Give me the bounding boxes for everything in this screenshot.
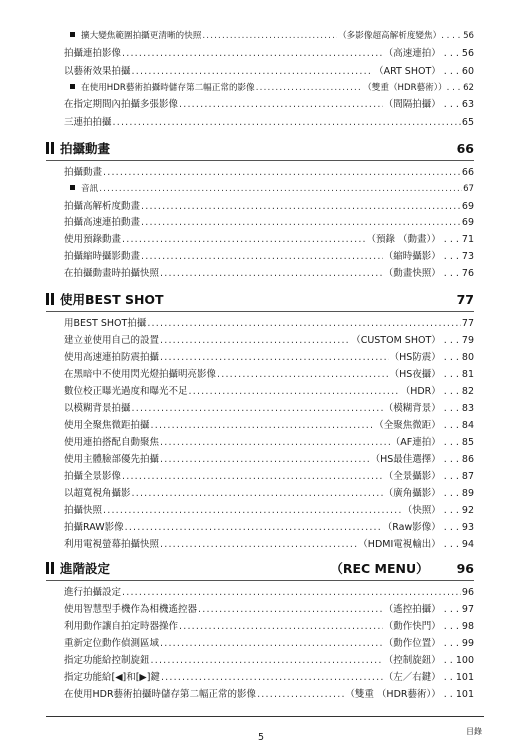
toc-entry-ref: （高速連拍） — [383, 48, 441, 59]
toc-entry-title: 指定功能給控制旋鈕 — [64, 655, 150, 666]
toc-entry-title: 使用預錄動畫 — [64, 234, 122, 245]
toc-entry-title: 以藝術效果拍攝 — [64, 66, 131, 77]
toc-entry[interactable] — [64, 165, 474, 181]
toc-entry-page: 87 — [461, 471, 474, 482]
toc-entry-title: 拍攝快照 — [64, 505, 103, 516]
toc-entry[interactable]: 在指定期間內拍攝多張影像 ..... （間隔拍攝） . . . 63 — [64, 97, 474, 113]
dot-leader — [122, 46, 383, 62]
dot-leader — [160, 266, 383, 282]
section-title: 使用BEST SHOT — [60, 292, 164, 307]
toc-entry-ref: （HS夜攝） — [389, 369, 441, 380]
toc-entry-page: 101 — [455, 689, 474, 700]
dot-leader — [132, 64, 374, 80]
toc-entry-ref: （動畫快照） — [383, 268, 441, 279]
dot-leader — [160, 636, 383, 652]
toc-entry-title: 使用連拍搭配自動聚焦 — [64, 437, 160, 448]
page-number: 5 — [258, 732, 265, 743]
toc-entry-title: 建立並使用自己的設置 — [64, 335, 160, 346]
toc-entry[interactable]: 以模糊背景拍攝 ..... （模糊背景） . . . 83 — [64, 401, 474, 417]
toc-entry-page: 93 — [461, 522, 474, 533]
toc-entry[interactable]: 在黑暗中不使用閃光燈拍攝明亮影像 ..... （HS夜攝） . . . 81 — [64, 367, 474, 383]
section-divider — [46, 580, 474, 581]
toc-entry-title: 拍攝連拍影像 — [64, 48, 122, 59]
toc-entry[interactable]: 使用預錄動畫 ..... （預錄 （動畫）） . . . 71 — [64, 232, 474, 248]
section-divider — [46, 160, 474, 161]
toc-entry-title: 拍攝全景影像 — [64, 471, 122, 482]
section-header[interactable] — [46, 558, 474, 578]
toc-entry-page: 77 — [461, 318, 474, 329]
toc-entry-title: 使用全聚焦微距拍攝 — [64, 420, 150, 431]
toc-entry-ref: （AF連拍） — [390, 437, 441, 448]
toc-entry-page: 69 — [461, 217, 474, 228]
toc-entry-page: 67 — [463, 184, 474, 194]
toc-entry-page: 56 — [463, 31, 474, 41]
toc-entry-title: 用BEST SHOT拍攝 — [64, 318, 147, 329]
toc-entry[interactable]: 在使用HDR藝術拍攝時儲存第二幅正常的影像 ..... （雙重 （HDR藝術）） . . 101 — [64, 687, 474, 703]
section-subtitle: （REC MENU） — [330, 561, 429, 576]
toc-entry-page: 69 — [461, 201, 474, 212]
toc-entry-page: 89 — [461, 488, 474, 499]
toc-entry-title: 使用智慧型手機作為相機遙控器 — [64, 604, 198, 615]
toc-entry[interactable] — [70, 181, 474, 197]
dot-leader — [257, 687, 344, 703]
toc-entry-page: 79 — [461, 335, 474, 346]
toc-entry[interactable]: 以藝術效果拍攝 ..... （ART SHOT） . . . 60 — [64, 64, 474, 80]
toc-entry-title: 以模糊背景拍攝 — [64, 403, 131, 414]
dot-leader — [179, 619, 383, 635]
toc-entry-page: 86 — [461, 454, 474, 465]
toc-entry-title: 拍攝縮時攝影動畫 — [64, 251, 141, 262]
toc-entry-ref: （ART SHOT） — [374, 66, 441, 77]
dot-leader — [103, 503, 402, 519]
toc-entry-page: 71 — [461, 234, 474, 245]
toc-entry-title: 在指定期間內拍攝多張影像 — [64, 99, 179, 110]
dot-leader — [141, 249, 383, 265]
dot-leader — [160, 452, 370, 468]
toc-entry-ref: （HDMI電視輸出） — [358, 539, 441, 550]
toc-entry[interactable]: 建立並使用自己的設置 ..... （CUSTOM SHOT） . . . 79 — [64, 333, 474, 349]
toc-entry-ref: （多影像超高解析度變焦） — [338, 31, 442, 41]
dot-leader — [202, 28, 337, 44]
toc-entry[interactable] — [64, 215, 474, 231]
toc-entry-title: 拍攝動畫 — [64, 167, 103, 178]
toc-entry-title: 重新定位動作偵測區域 — [64, 638, 160, 649]
dot-leader — [103, 165, 461, 181]
toc-entry-ref: （縮時攝影） — [383, 251, 441, 262]
section-divider — [46, 311, 474, 312]
bullet-icon — [70, 32, 75, 37]
toc-entry-page: 82 — [461, 386, 474, 397]
toc-entry[interactable]: 利用動作讓自拍定時器操作 ..... （動作快門） . . . 98 — [64, 619, 474, 635]
toc-entry-title: 擴大變焦範圍拍攝更清晰的快照 — [81, 31, 202, 41]
section-header[interactable] — [46, 289, 474, 309]
toc-entry-title: 在使用HDR藝術拍攝時儲存第二幅正常的影像 — [81, 83, 255, 93]
toc-entry[interactable]: 指定功能給控制旋鈕 ..... （控制旋鈕） . . 100 — [64, 653, 474, 669]
dot-leader — [161, 670, 383, 686]
toc-entry[interactable]: 數位校正曝光過度和曝光不足 ..... （HDR） . . . 82 — [64, 384, 474, 400]
toc-entry[interactable]: 在拍攝動畫時拍攝快照 ..... （動畫快照） . . . 76 — [64, 266, 474, 282]
toc-entry-page: 73 — [461, 251, 474, 262]
toc-entry-ref: （動作快門） — [383, 621, 441, 632]
toc-entry[interactable]: 拍攝連拍影像 ..... （高速連拍） . . . 56 — [64, 46, 474, 62]
toc-entry-page: 100 — [455, 655, 474, 666]
toc-entry-ref: （廣角攝影） — [383, 488, 441, 499]
toc-entry-page: 101 — [455, 672, 474, 683]
toc-entry-title: 在黑暗中不使用閃光燈拍攝明亮影像 — [64, 369, 217, 380]
section-title: 拍攝動畫 — [60, 141, 111, 156]
toc-entry-ref: （間隔拍攝） — [383, 99, 441, 110]
toc-entry-title: 利用電視螢幕拍攝快照 — [64, 539, 160, 550]
toc-entry-page: 80 — [461, 352, 474, 363]
toc-entry-page: 98 — [461, 621, 474, 632]
toc-entry-ref: （HS最佳選擇） — [370, 454, 441, 465]
toc-entry-ref: （HS防震） — [389, 352, 441, 363]
bullet-icon — [70, 185, 75, 190]
dot-leader — [113, 115, 461, 131]
toc-entry-ref: （快照） — [402, 505, 441, 516]
toc-entry[interactable] — [64, 115, 474, 131]
toc-entry-ref: （Raw影像） — [382, 522, 441, 533]
toc-entry-title: 在拍攝動畫時拍攝快照 — [64, 268, 160, 279]
dot-leader — [160, 435, 390, 451]
toc-entry-title: 三連拍拍攝 — [64, 117, 112, 128]
toc-entry-ref: （遙控拍攝） — [383, 604, 441, 615]
toc-entry-ref: （雙重（HDR藝術）） — [363, 83, 447, 93]
toc-entry[interactable]: 使用連拍搭配自動聚焦 ..... （AF連拍） . . . 85 — [64, 435, 474, 451]
dot-leader — [132, 401, 383, 417]
footer-divider — [46, 716, 484, 717]
toc-entry-title: 音訊 — [81, 184, 99, 194]
toc-entry[interactable]: 指定功能給[◀]和[▶]鍵 ..... （左／右鍵） . . 101 — [64, 670, 474, 686]
section-title: 進階設定 — [60, 561, 111, 576]
toc-entry-page: 97 — [461, 604, 474, 615]
toc-entry-page: 92 — [461, 505, 474, 516]
toc-entry[interactable]: 拍攝全景影像 ..... （全景攝影） . . . 87 — [64, 469, 474, 485]
dot-leader — [189, 384, 400, 400]
toc-entry-ref: （全聚焦微距） — [374, 420, 441, 431]
dot-leader — [160, 333, 350, 349]
toc-entry[interactable]: 使用主體臉部優先拍攝 ..... （HS最佳選擇） . . . 86 — [64, 452, 474, 468]
dot-leader — [217, 367, 389, 383]
toc-entry-ref: （HDR） — [400, 386, 441, 397]
footer-section-label: 目錄 — [466, 727, 482, 736]
dot-leader — [179, 97, 383, 113]
toc-entry-page: 81 — [461, 369, 474, 380]
toc-entry-ref: （全景攝影） — [383, 471, 441, 482]
toc-entry-page: 63 — [461, 99, 474, 110]
section-page: 96 — [456, 560, 474, 576]
toc-entry-page: 66 — [461, 167, 474, 178]
toc-entry-title: 指定功能給[◀]和[▶]鍵 — [64, 672, 160, 683]
toc-entry-ref: （雙重 （HDR藝術）） — [345, 689, 441, 700]
dot-leader — [151, 653, 383, 669]
toc-entry-page: 94 — [461, 539, 474, 550]
toc-entry-page: 84 — [461, 420, 474, 431]
dot-leader — [122, 232, 365, 248]
toc-entry[interactable]: 擴大變焦範圍拍攝更清晰的快照 ..... （多影像超高解析度變焦）. . . . 56 — [70, 28, 474, 44]
toc-entry-page: 65 — [461, 117, 474, 128]
section-marker-icon — [46, 142, 54, 154]
dot-leader — [256, 80, 362, 96]
toc-entry[interactable]: 以超寬視角攝影 ..... （廣角攝影） . . . 89 — [64, 486, 474, 502]
dot-leader — [132, 486, 383, 502]
section-page: 66 — [456, 140, 474, 156]
toc-entry[interactable]: 拍攝縮時攝影動畫 ..... （縮時攝影） . . . 73 — [64, 249, 474, 265]
dot-leader — [125, 520, 382, 536]
toc-entry[interactable] — [64, 316, 474, 332]
toc-entry-title: 數位校正曝光過度和曝光不足 — [64, 386, 188, 397]
toc-entry-title: 在使用HDR藝術拍攝時儲存第二幅正常的影像 — [64, 689, 257, 700]
toc-entry-ref: （控制旋鈕） — [383, 655, 441, 666]
dot-leader — [160, 537, 357, 553]
toc-entry[interactable]: 拍攝快照 ..... （快照） . . . 92 — [64, 503, 474, 519]
toc-entry-title: 使用主體臉部優先拍攝 — [64, 454, 160, 465]
section-marker-icon — [46, 293, 54, 305]
toc-entry[interactable]: 在使用HDR藝術拍攝時儲存第二幅正常的影像 ..... （雙重（HDR藝術））. . . 62 — [70, 80, 474, 96]
toc-entry-title: 拍攝RAW影像 — [64, 522, 124, 533]
toc-entry[interactable]: 使用全聚焦微距拍攝 ..... （全聚焦微距） . . . 84 — [64, 418, 474, 434]
dot-leader — [198, 602, 383, 618]
dot-leader — [151, 418, 374, 434]
toc-entry-ref: （CUSTOM SHOT） — [351, 335, 441, 346]
toc-entry-title: 使用高速連拍防震拍攝 — [64, 352, 160, 363]
toc-entry-page: 56 — [461, 48, 474, 59]
section-header[interactable] — [46, 138, 474, 158]
toc-entry-ref: （動作位置） — [383, 638, 441, 649]
toc-entry-title: 拍攝高速連拍動畫 — [64, 217, 141, 228]
toc-entry-page: 96 — [461, 587, 474, 598]
dot-leader — [122, 585, 461, 601]
toc-entry-page: 62 — [463, 83, 474, 93]
dot-leader — [122, 469, 383, 485]
dot-leader — [160, 350, 389, 366]
section-page: 77 — [456, 291, 474, 307]
toc-entry[interactable]: 拍攝RAW影像 ..... （Raw影像） . . . 93 — [64, 520, 474, 536]
toc-entry[interactable]: 重新定位動作偵測區域 ..... （動作位置） . . . 99 — [64, 636, 474, 652]
toc-entry-title: 拍攝高解析度動畫 — [64, 201, 141, 212]
toc-entry-title: 利用動作讓自拍定時器操作 — [64, 621, 179, 632]
dot-leader — [141, 215, 461, 231]
toc-entry-page: 60 — [461, 66, 474, 77]
dot-leader — [147, 316, 461, 332]
toc-entry[interactable] — [64, 199, 474, 215]
dot-leader — [99, 181, 462, 197]
toc-entry-title: 進行拍攝設定 — [64, 587, 122, 598]
toc-entry[interactable]: 利用電視螢幕拍攝快照 ..... （HDMI電視輸出） . . . 94 — [64, 537, 474, 553]
toc-entry-page: 99 — [461, 638, 474, 649]
bullet-icon — [70, 84, 75, 89]
toc-entry[interactable] — [64, 585, 474, 601]
toc-entry-ref: （預錄 （動畫）） — [366, 234, 441, 245]
toc-entry[interactable]: 使用智慧型手機作為相機遙控器 ..... （遙控拍攝） . . . 97 — [64, 602, 474, 618]
dot-leader — [141, 199, 461, 215]
toc-entry-page: 83 — [461, 403, 474, 414]
toc-entry-page: 85 — [461, 437, 474, 448]
toc-entry-ref: （左／右鍵） — [383, 672, 441, 683]
toc-entry-ref: （模糊背景） — [383, 403, 441, 414]
toc-entry-page: 76 — [461, 268, 474, 279]
section-marker-icon — [46, 562, 54, 574]
toc-entry-title: 以超寬視角攝影 — [64, 488, 131, 499]
toc-entry[interactable]: 使用高速連拍防震拍攝 ..... （HS防震） . . . 80 — [64, 350, 474, 366]
